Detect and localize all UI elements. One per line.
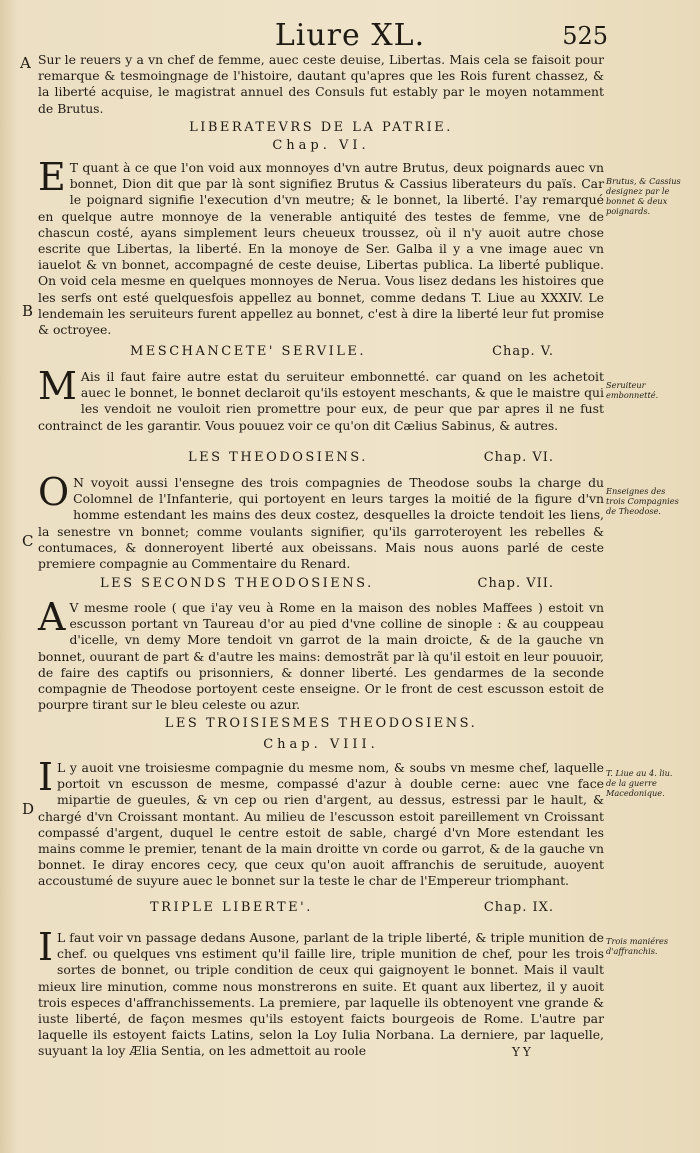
section-body	[38, 155, 604, 338]
margin-note: Brutus, & Cassius designez par le bonnet & deux poignards.	[606, 176, 681, 216]
chapter-label: Chap. VI.	[483, 450, 554, 465]
section-title: LES SECONDS THEODOSIENS.	[100, 576, 374, 591]
section-header	[38, 576, 604, 591]
running-head: Liure XL.	[274, 18, 426, 53]
section-title: MESCHANCETE' SERVILE.	[130, 344, 367, 359]
margin-letter-b: B	[22, 302, 34, 320]
section-text: L faut voir vn passage dedans Ausone, parlant de la triple liberté, & triple munition de chef. ou quelques vns estiment qu'il faille lire, triple munition de chef, pour les trois sortes de bonnet, ou triple condition de ceux qui gaignoyent le bonnet. Mais il vault mieux lire minution, comme nous monstrerons en suite. Et quant aux libertez, il y auoit trois especes d'affranchissements. La premiere, par laquelle ils obtenoyent vne grande & iuste liberté, de façon mesmes qu'ils estoyent faicts bourgeois de Rome. L'autre par laquelle ils estoyent faicts Latins, selon la Loy Iulia Norbana. La derniere, par laquelle, suyuant la loy Ælia Sentia, on les admettoit au roole	[38, 930, 604, 1059]
section-text: V mesme roole ( que i'ay veu à Rome en la maison des nobles Maffees ) estoit vn escusson portant vn Taureau d'or au pied d'vne colline de sinople : & au couppeau d'icelle, vn demy More tendoit vn garrot de la main droicte, & de la gauche vn bonnet, ouurant de part & d'autre les mains: demostrãt par là qu'il estoit en leur pouuoir, de faire des captifs ou prisonniers, & donner liberté. Les gendarmes de la seconde compagnie de Theodose portoyent ceste enseigne. Or le front de cest escusson estoit de pourpre tirant sur le bleu celeste ou azur.	[38, 600, 604, 713]
drop-cap: M	[38, 364, 77, 408]
chapter-label: Chap. VII.	[477, 576, 554, 591]
section-body	[38, 364, 604, 434]
drop-cap: A	[38, 595, 66, 639]
section-title: TRIPLE LIBERTE'.	[150, 900, 313, 915]
margin-letter-d: D	[22, 800, 35, 818]
margin-letter-c: C	[22, 532, 34, 550]
section-header	[38, 450, 604, 465]
chapter-label: Chap. IX.	[483, 900, 554, 915]
drop-cap: O	[38, 470, 70, 514]
section-body	[38, 470, 604, 572]
chapter-label: Chap. V.	[492, 344, 554, 359]
intro-paragraph	[38, 52, 604, 117]
section-header	[38, 900, 604, 915]
section-text: Ais il faut faire autre estat du seruiteur embonnetté. car quand on les achetoit auec le bonnet, le bonnet declaroit qu'ils estoyent meschants, & que le maistre qui les vendoit ne vouloit rien promettre pour eux, de peur que par apres il ne fust contrainct de les garantir. Vous pouuez voir ce qu'on dit Cælius Sabinus, & autres.	[38, 369, 604, 433]
section-title: LIBERATEVRS DE LA PATRIE.	[189, 120, 453, 135]
intro-text: Sur le reuers y a vn chef de femme, auec ceste deuise, Libertas. Mais cela se faisoit pour remarque & tesmoingnage de l'histoire, dautant qu'apres que les Rois furent chassez, & la liberté acquise, le magistrat annuel des Consuls fut estably par le moyen notamment de Brutus.	[38, 52, 604, 116]
section-text: N voyoit aussi l'ensegne des trois compagnies de Theodose soubs la charge du Colomnel de l'Infanterie, qui portoyent en leurs targes la moitié de la figure d'vn homme estendant les mains des deux costez, desquelles la droicte tendoit les liens, la senestre vn bonnet; comme voulants signifier, qu'ils garroteroyent les rebelles & contumaces, & donneroyent liberté aux obeissans. Mais nous auons parlé de ceste premiere compagnie au Commentaire du Renard.	[38, 475, 604, 572]
margin-note: Seruiteur embonnetté.	[606, 380, 659, 400]
section-body	[38, 755, 604, 890]
drop-cap: I	[38, 925, 54, 969]
section-text: L y auoit vne troisiesme compagnie du mesme nom, & soubs vn mesme chef, laquelle portoit vn escusson de mesme, compassé d'azur à double cerne: auec vne face mipartie de gueules, & vn cep ou rien d'argent, au dessus, estressi par le hault, & chargé d'vn Croissant montant. Au milieu de l'escusson estoit pareillement vn Croissant compassé d'argent, duquel le centre estoit de sable, chargé d'vn More estendant les mains comme le premier, tenant de la main droitte vn corde ou garrot, & de la gauche vn bonnet. Ie diray encores cecy, que ceux qu'on auoit affranchis de seruitude, auoyent accoustumé de suyure auec le bonnet sur la teste le char de l'Empereur triomphant.	[38, 760, 604, 889]
chapter-label: Chap. VI.	[272, 138, 370, 153]
section-body	[38, 925, 604, 1060]
drop-cap: I	[38, 755, 54, 799]
signature-mark: YY	[512, 1045, 534, 1059]
section-title: LES THEODOSIENS.	[188, 450, 368, 465]
margin-note: Trois maniéres d'affranchis.	[606, 936, 669, 956]
margin-note: T. Liue au 4. liu. de la guerre Macedonique.	[606, 768, 673, 798]
margin-note: Enseignes des trois Compagnies de Theodose.	[606, 486, 679, 516]
chapter-label: Chap. VIII.	[263, 737, 379, 752]
section-header	[38, 344, 604, 359]
margin-letter-a: A	[20, 54, 31, 72]
section-body	[38, 595, 604, 713]
section-text: T quant à ce que l'on void aux monnoyes d'vn autre Brutus, deux poignards auec vn bonnet, Dion dit que par là sont signifiez Brutus & Cassius liberateurs du païs. Car le poignard signifie l'execution d'vn meutre; & le bonnet, la liberté. I'ay remarqué en quelque autre monnoye de la venerable antiquité des testes de femme, vne de chascun costé, ayans simplement leurs cheueux troussez, où il n'y auoit autre chose escrite que Libertas, la liberté. En la monoye de Ser. Galba il y a vne image auec vn iauelot & vn bonnet, accompagné de ceste deuise, Libertas publica. La liberté publique. On void cela mesme en quelques monnoyes de Nerua. Vous lisez dedans les histoires que les serfs ont esté quelquesfois appellez au bonnet, comme dedans T. Liue au XXXIV. Le lendemain les seruiteurs furent appellez au bonnet, c'est à dire la liberté leur fut promise & octroyee.	[38, 160, 604, 338]
page-number: 525	[562, 22, 608, 50]
drop-cap: E	[38, 155, 66, 199]
section-title: LES TROISIESMES THEODOSIENS.	[164, 716, 478, 731]
